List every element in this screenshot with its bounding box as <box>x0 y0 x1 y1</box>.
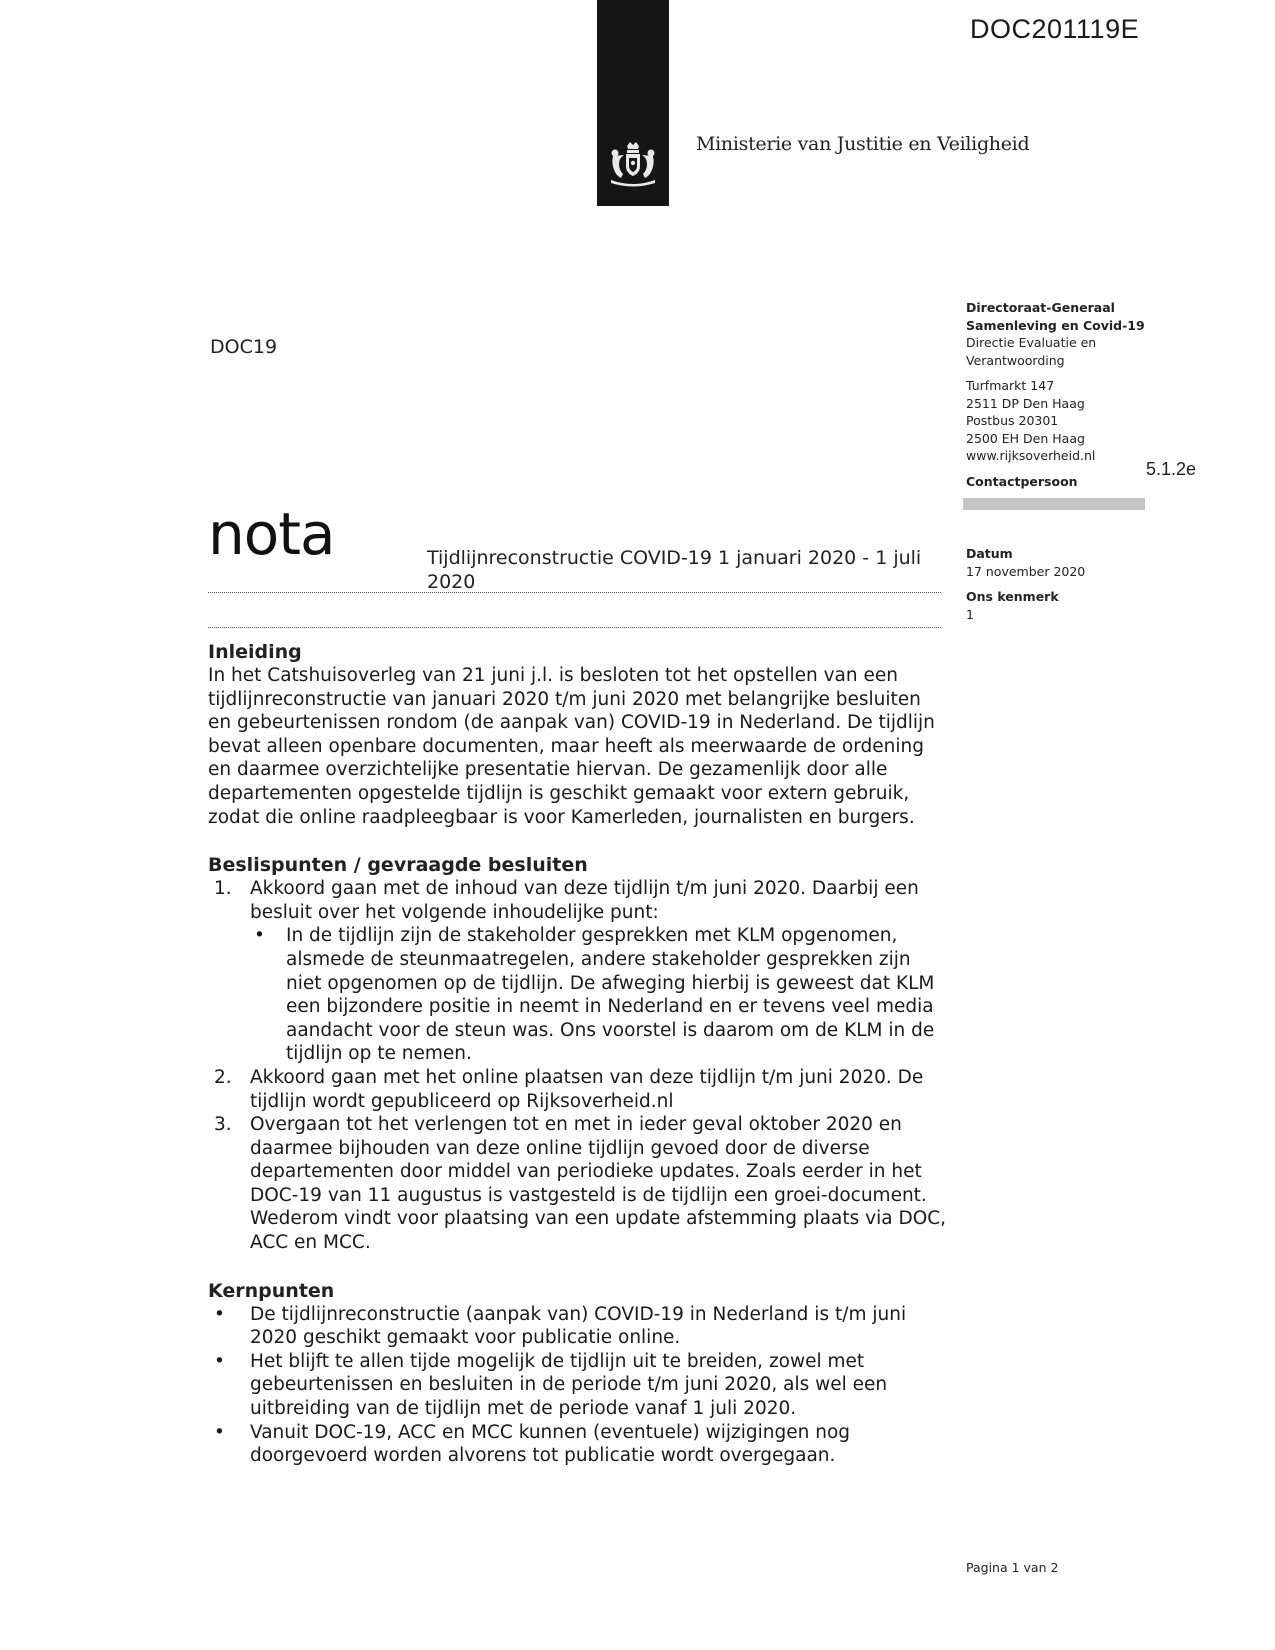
redacted-contact-bar <box>963 498 1145 510</box>
document-code: DOC201119E <box>970 14 1140 44</box>
decision-text: Akkoord gaan met het online plaatsen van deze tijdlijn t/m juni 2020. De tijdlijn wordt gepubliceerd op Rijksoverheid.nl <box>250 1066 924 1112</box>
intro-heading: Inleiding <box>208 641 302 663</box>
department-line1: Directie Evaluatie en <box>966 335 1097 350</box>
date-value: 17 november 2020 <box>966 563 1086 579</box>
address-line: 2500 EH Den Haag <box>966 430 1085 446</box>
key-point-item <box>208 1303 948 1350</box>
bullet-icon: • <box>214 1421 225 1443</box>
date-label: Datum <box>966 546 1013 561</box>
sender-details <box>966 299 1176 490</box>
decision-item <box>208 877 948 924</box>
decision-item <box>208 1066 948 1113</box>
document-type-title: nota <box>208 500 335 568</box>
department-line2: Verantwoording <box>966 352 1065 368</box>
bullet-icon: • <box>214 1303 225 1325</box>
contact-label: Contactpersoon <box>966 473 1078 489</box>
decision-subitem-text: In de tijdlijn zijn de stakeholder gesprekken met KLM opgenomen, alsmede de steunmaatregelen, andere stakeholder gesprekken zijn niet opgenomen op de tijdlijn. De afweging hierbij is geweest dat KLM een bijzondere positie in neemt in Nederland en er tevens veel media aandacht voor de steun was. Ons voorstel is daarom om de KLM in de tijdlijn op te nemen. <box>286 925 935 1065</box>
ministry-name: Ministerie van Justitie en Veiligheid <box>696 133 1030 155</box>
dotted-divider <box>208 592 941 593</box>
key-point-text: Het blijft te allen tijde mogelijk de tijdlijn uit te breiden, zowel met gebeurtenissen en besluiten in de periode t/m juni 2020, als wel een uitbreiding van de tijdlijn met de periode vanaf 1 juli 2020. <box>250 1350 888 1420</box>
decision-number: 3. <box>214 1114 232 1136</box>
document-label: DOC19 <box>210 336 278 358</box>
dotted-divider <box>208 627 941 628</box>
intro-paragraph: In het Catshuisoverleg van 21 juni j.l. is besloten tot het opstellen van een tijdlijnreconstructie van januari 2020 t/m juni 2020 met belangrijke besluiten en gebeurtenissen rondom (de aanpak van) COVID-19 in Nederland. De tijdlijn bevat alleen openbare documenten, maar heeft als meerwaarde de ordening en daarmee overzichtelijke presentatie hiervan. De gezamenlijk door alle departementen opgestelde tijdlijn is geschikt gemaakt voor extern gebruik, zodat die online raadpleegbaar is voor Kamerleden, journalisten en burgers. <box>208 665 935 828</box>
bullet-icon: • <box>214 1350 225 1372</box>
org-name-line1: Directoraat-Generaal <box>966 300 1115 315</box>
reference-value: 1 <box>966 606 974 622</box>
decisions-heading: Beslispunten / gevraagde besluiten <box>208 854 588 877</box>
address-line: Postbus 20301 <box>966 413 1059 428</box>
address-line: 2511 DP Den Haag <box>966 395 1085 411</box>
coat-of-arms-icon <box>603 140 663 190</box>
decision-text: Akkoord gaan met de inhoud van deze tijdlijn t/m juni 2020. Daarbij een besluit over het volgende inhoudelijke punt: <box>250 878 919 923</box>
subject-line: Tijdlijnreconstructie COVID-19 1 januari 2020 - 1 juli 2020 <box>427 547 922 593</box>
website-link[interactable]: www.rijksoverheid.nl <box>966 448 1096 463</box>
key-point-item <box>208 1421 948 1468</box>
reference-label: Ons kenmerk <box>966 589 1059 604</box>
decisions-section <box>208 853 948 1255</box>
key-point-item <box>208 1350 948 1421</box>
address-line: Turfmarkt 147 <box>966 378 1055 393</box>
key-points-section <box>208 1279 948 1468</box>
memo-body <box>208 640 948 1492</box>
redaction-code: 5.1.2e <box>1146 459 1197 479</box>
bullet-icon: • <box>254 925 265 947</box>
org-name-line2: Samenleving en Covid-19 <box>966 317 1145 333</box>
decision-subitem <box>250 924 948 1066</box>
decision-item <box>208 1113 948 1255</box>
key-points-heading: Kernpunten <box>208 1279 335 1302</box>
decision-number: 1. <box>214 878 232 900</box>
key-point-text: Vanuit DOC-19, ACC en MCC kunnen (eventuele) wijzigingen nog doorgevoerd worden alvorens tot publicatie wordt overgegaan. <box>250 1421 851 1467</box>
key-point-text: De tijdlijnreconstructie (aanpak van) COVID-19 in Nederland is t/m juni 2020 geschikt gemaakt voor publicatie online. <box>250 1303 907 1349</box>
page-number: Pagina 1 van 2 <box>966 1560 1059 1575</box>
government-logo-bar <box>597 0 669 206</box>
decision-number: 2. <box>214 1066 232 1088</box>
decision-text: Overgaan tot het verlengen tot en met in ieder geval oktober 2020 en daarmee bijhouden van deze online tijdlijn gevoed door de diverse departementen door middel van periodieke updates. Zoals eerder in het DOC-19 van 11 augustus is vastgesteld is de tijdlijn een groei-document. Wederom vindt voor plaatsing van een update afstemming plaats via DOC, ACC en MCC. <box>250 1114 947 1254</box>
document-meta <box>966 545 1085 623</box>
intro-section <box>208 640 948 829</box>
